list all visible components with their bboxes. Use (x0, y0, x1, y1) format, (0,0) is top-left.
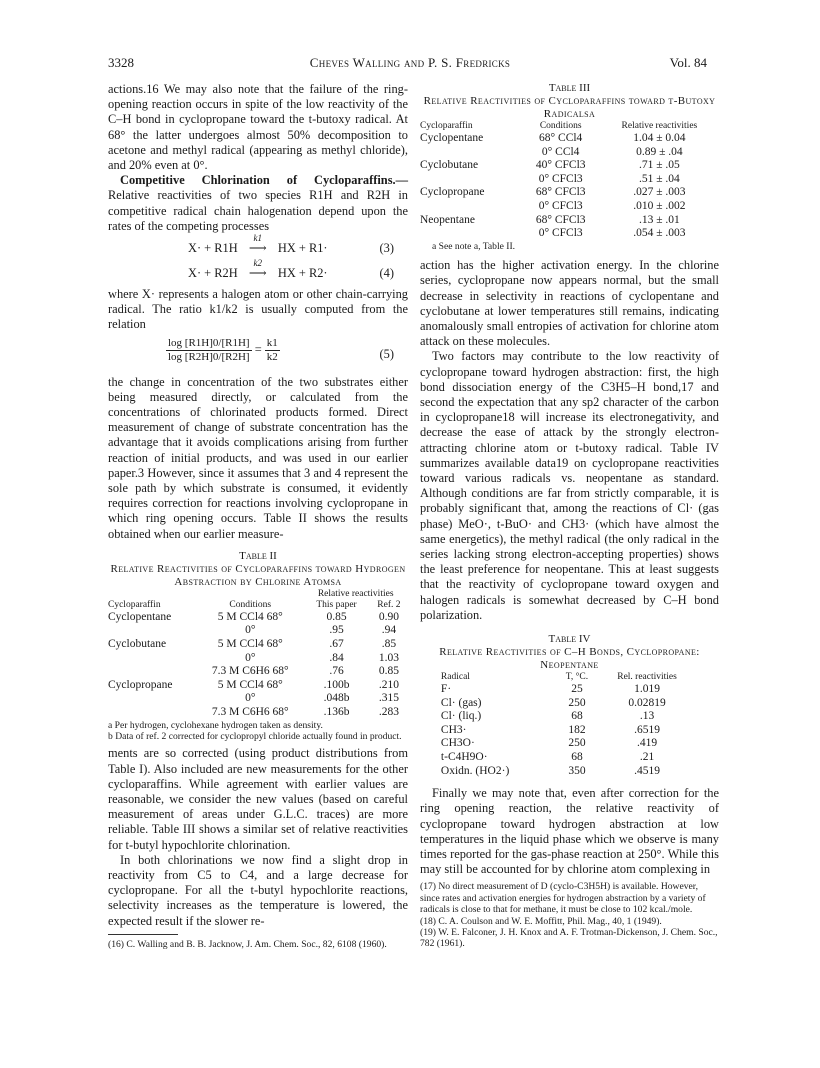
table-row (420, 173, 719, 187)
table-cell: .048b (323, 692, 350, 705)
table-cell: 1.019 (634, 683, 660, 696)
table-cell: CH3O· (440, 737, 475, 750)
table-label: Table II (239, 549, 277, 562)
equation-number: (4) (379, 266, 394, 281)
table-cell: 7.3 M C6H6 68° (211, 665, 289, 678)
paragraph-text: Relative reactivities of two species R1H and R2H in competitive radical chain halogenation depend upon the rates of the competing processes (108, 188, 408, 233)
table-cell: 68 (571, 710, 583, 723)
volume-label: Vol. 84 (669, 55, 707, 70)
table-cell: 68° CFCl3 (535, 186, 586, 199)
table-cell: 7.3 M C6H6 68° (211, 706, 289, 719)
table-cell: 1.03 (378, 651, 399, 664)
table-row (420, 132, 719, 146)
table-cell: .315 (378, 692, 399, 705)
table-row (108, 706, 408, 720)
table-3 (420, 82, 719, 252)
table-cell: 0° (245, 624, 256, 637)
table-cell: .51 ± .04 (638, 172, 680, 185)
equation-number: (3) (379, 241, 394, 256)
table-4 (420, 633, 719, 778)
right-column (420, 82, 719, 950)
paragraph: Finally we may note that, even after correction for the ring opening reaction, the relative reactivity of cyclopropane toward hydrogen abstraction at low temperatures in the liquid phase which we observe is many times reported for the gas-phase reaction at 250°. While this may still be accounted for by chlorine atom complexing in (420, 786, 719, 877)
table-cell: Cl· (liq.) (440, 710, 482, 723)
table-row (108, 624, 408, 638)
table-cell: .95 (329, 624, 344, 637)
table-cell: Cyclobutane (108, 638, 167, 651)
table-row (420, 159, 719, 173)
paragraph: action has the higher activation energy. In the chlorine series, cyclopropane now appears normal, but the small decrease in selectivity in reactions of cyclopentane and cyclobutane at lower temperatures still remains, indicating anomalously small entropies of activation for chlorine atom attack on these molecules. (420, 258, 719, 349)
table-cell: Cyclopropane (420, 186, 485, 199)
table-cell (108, 706, 197, 720)
table-cell: 40° CFCl3 (535, 159, 586, 172)
table-cell: .054 ± .003 (633, 227, 686, 240)
table-cell: .85 (381, 638, 397, 651)
table-cell: 68° CCl4 (539, 132, 583, 144)
paragraph: the change in concentration of the two substrates either being measured directly, or calculated from the concentrations of chlorinated products formed. Direct measurement of change of substrate concentration has the advantage that it avoids complications arising from further reaction of initial products, and was used in our earlier paper.3 However, since it assumes that 3 and 4 represent the sole path by which substrate is consumed, it evidently requires correction for reactions involving cyclopropane in which ring opening occurs. Table II shows the results obtained when our earlier measure- (108, 374, 408, 541)
table-cell: .210 (378, 678, 399, 691)
table-cell: 0° (245, 651, 256, 664)
eq-reactants: X· + R1H (188, 241, 238, 256)
data-table (441, 672, 698, 778)
footnote: (18) C. A. Coulson and W. E. Moffitt, Phil. Mag., 40, 1 (1949). (420, 915, 662, 927)
table-cell: 0° CFCl3 (538, 227, 583, 240)
table-header: T, °C. (565, 672, 589, 683)
table-cell: 0° CFCl3 (538, 199, 583, 212)
left-column (108, 82, 408, 950)
table-row (108, 692, 408, 706)
table-row (441, 710, 698, 724)
table-cell: Cyclopentane (108, 610, 172, 623)
table-cell (420, 146, 522, 160)
table-cell: .71 ± .05 (638, 159, 680, 172)
table-row (108, 679, 408, 693)
table-cell: 182 (568, 723, 586, 736)
table-row (108, 611, 408, 625)
table-cell: 0.85 (326, 610, 347, 623)
table-header: Conditions (539, 121, 582, 131)
table-header: Rel. reactivities (617, 672, 677, 683)
table-cell: 350 (568, 764, 586, 777)
data-table (108, 589, 408, 720)
table-cell: 0° CCl4 (541, 145, 580, 158)
denominator: k2 (266, 350, 278, 363)
table-cell: .21 (639, 751, 655, 763)
table-footnote: b Data of ref. 2 corrected for cyclopropyl chloride actually found in product. (108, 731, 402, 743)
table-cell: .84 (329, 651, 344, 664)
table-cell: 0° (245, 692, 256, 705)
table-header: This paper (316, 599, 357, 610)
table-cell: 0.89 ± .04 (636, 145, 683, 158)
rate-constant: k1 (253, 233, 263, 244)
table-cell: 5 M CCl4 68° (217, 638, 283, 651)
table-cell: .419 (636, 737, 658, 750)
table-cell: 25 (571, 683, 583, 696)
table-cell: .283 (378, 706, 399, 719)
footnote: (17) No direct measurement of D (cyclo-C3H5H) is available. However, since rates and activation energies for hydrogen abstraction by a variety of radicals is close to that for methane, it must be close to 102 kcal./mole. (420, 881, 706, 916)
table-title: Relative Reactivities of Cycloparaffins toward Hydrogen Abstraction by Chlorine Atomsa (110, 562, 406, 588)
table-cell: Cyclopentane (420, 132, 484, 144)
table-cell (420, 173, 522, 187)
table-cell: 68° CFCl3 (535, 213, 586, 226)
table-header: Cycloparaffin (420, 121, 473, 131)
table-cell (108, 665, 197, 679)
denominator: log [R2H]0/[R2H] (168, 350, 250, 363)
arrow-icon: k1 ⟶ (241, 241, 275, 256)
equation-number: (5) (379, 346, 394, 361)
table-row (441, 697, 698, 711)
table-header: Ref. 2 (377, 599, 401, 610)
table-row (420, 200, 719, 214)
table-cell: 0.02819 (628, 696, 666, 709)
table-row (420, 186, 719, 200)
table-cell: 0° CFCl3 (538, 172, 583, 185)
table-cell: 0.85 (378, 665, 399, 678)
data-table (420, 121, 719, 241)
paragraph: In both chlorinations we now find a slight drop in reactivity from C5 to C4, and a large decrease for cyclopropane. For all the t-butyl hypochlorite reactions, selectivity increases as the temperature is lowered, the expected result if the slower re- (108, 852, 408, 928)
eq-products: HX + R2· (277, 266, 328, 281)
table-row (441, 683, 698, 697)
table-cell: 68 (571, 751, 583, 763)
paragraph: actions.16 We may also note that the failure of the ring-opening reaction occurs in spite of the low reactivity of the C–H bond in cyclopropane toward the t-butoxy radical. At 68° the latter undergoes almost 50% decomposition to acetone and methyl radical (appearing as methyl chloride), and 20% even at 0°. (108, 82, 408, 173)
table-footnote: a Per hydrogen, cyclohexane hydrogen taken as density. (108, 719, 323, 731)
table-cell: .100b (323, 678, 350, 691)
table-cell: 0.90 (378, 610, 399, 623)
table-title: Relative Reactivities of Cycloparaffins toward t-Butoxy Radicalsa (423, 95, 716, 120)
numerator: log [R1H]0/[R1H] (168, 336, 250, 349)
rate-ratio-fraction (265, 337, 280, 364)
rate-constant: k2 (253, 258, 263, 269)
table-cell: Cyclobutane (420, 159, 479, 172)
eq-products: HX + R1· (277, 241, 328, 256)
table-row (108, 638, 408, 652)
numerator: k1 (266, 336, 278, 349)
table-row (108, 652, 408, 666)
table-row (108, 665, 408, 679)
table-cell: 5 M CCl4 68° (217, 610, 283, 623)
page-number: 3328 (108, 55, 134, 70)
table-row (441, 751, 698, 765)
table-cell: .4519 (634, 764, 660, 777)
table-cell: 1.04 ± 0.04 (633, 132, 686, 144)
table-row (441, 737, 698, 751)
paragraph: Two factors may contribute to the low reactivity of cyclopropane toward hydrogen abstraction: first, the high bond dissociation energy of the C3H5–H bond,17 and second the expectation that any sp2 character of the carbon in cyclopropane18 will increase its electronegativity, and decrease the ease of attack by the strongly electron-attracting chlorine atom or t-butoxy radical. Table IV summarizes available data19 on cyclopropane reactivities toward various radicals vs. neopentane as standard. Although conditions are far from strictly comparable, it is probably significant that, among the reactions of Cl· (gas phase) MeO·, t-BuO· and CH3· (which have almost the same energetics), the methyl radical (the only radical in the series lacking strong electron-accepting properties) shows the least preference for neopentane. This at least suggests that the reactivity of cyclopropane toward oxygen and halogen radicals is somewhat decreased by C–H bond polarization. (420, 349, 719, 622)
table-cell: F· (440, 683, 452, 696)
table-cell: .76 (329, 665, 344, 678)
table-cell: .027 ± .003 (633, 186, 686, 199)
paragraph (108, 173, 408, 234)
table-cell (420, 200, 522, 214)
table-label: Table III (548, 82, 591, 94)
table-cell (108, 624, 197, 638)
eq-reactants: X· + R2H (188, 266, 238, 281)
table-cell (108, 652, 197, 666)
table-cell: 250 (568, 696, 586, 709)
table-cell (108, 692, 197, 706)
equation-4 (108, 258, 408, 284)
paragraph: where X· represents a halogen atom or other chain-carrying radical. The ratio k1/k2 is usually computed from the relation (108, 287, 408, 332)
table-cell: Cl· (gas) (440, 696, 482, 709)
table-cell (420, 227, 522, 241)
table-cell: .13 ± .01 (638, 213, 680, 226)
equation-5 (108, 337, 408, 371)
arrow-icon: k2 ⟶ (241, 266, 275, 281)
equals-sign: = (254, 341, 262, 356)
table-header: Conditions (229, 599, 272, 610)
table-2 (108, 550, 408, 743)
table-cell: .6519 (634, 723, 660, 736)
log-ratio-fraction (166, 337, 252, 364)
table-row (420, 214, 719, 228)
table-header: Relative reactivities (621, 121, 698, 131)
table-cell: .136b (323, 706, 350, 719)
paragraph: ments are so corrected (using product distributions from Table I). Also included are new measurements for the other cycloparaffins. While agreement with earlier values are reasonable, we consider the new values (based on careful measurement of areas under G.L.C. traces) are more reliable. Table III shows a similar set of relative reactivities for t-butyl hypochlorite chlorination. (108, 746, 408, 852)
table-row (420, 146, 719, 160)
table-cell: t-C4H9O· (440, 751, 488, 763)
running-header (0, 55, 820, 73)
table-header: Radical (440, 672, 470, 683)
table-cell: 250 (568, 737, 586, 750)
table-cell: Neopentane (420, 213, 475, 226)
table-cell: .94 (381, 624, 397, 637)
table-title: Relative Reactivities of C–H Bonds, Cyclopropane: Neopentane (439, 646, 700, 672)
running-authors: Cheves Walling and P. S. Fredricks (309, 55, 511, 70)
table-row (441, 724, 698, 738)
table-group-header: Relative reactivities (317, 588, 394, 599)
table-cell: 5 M CCl4 68° (217, 678, 283, 691)
table-cell: CH3· (440, 723, 467, 736)
table-header: Cycloparaffin (108, 599, 161, 610)
footnote: (19) W. E. Falconer, J. H. Knox and A. F. Trotman-Dickenson, J. Chem. Soc., 782 (1961). (420, 927, 718, 950)
table-cell: .13 (639, 710, 655, 723)
footnote: (16) C. Walling and B. B. Jacknow, J. Am. Chem. Soc., 82, 6108 (1960). (108, 938, 387, 950)
table-row (441, 765, 698, 779)
table-cell: .67 (329, 638, 344, 651)
footnote-rule (108, 934, 178, 935)
table-cell: Cyclopropane (108, 678, 173, 691)
table-cell: .010 ± .002 (633, 199, 686, 212)
table-cell: Oxidn. (HO2·) (440, 764, 510, 777)
table-row (420, 227, 719, 241)
section-heading: Competitive Chlorination of Cycloparaffins.— (120, 173, 408, 188)
table-footnote: a See note a, Table II. (432, 240, 516, 252)
table-label: Table IV (548, 633, 591, 646)
